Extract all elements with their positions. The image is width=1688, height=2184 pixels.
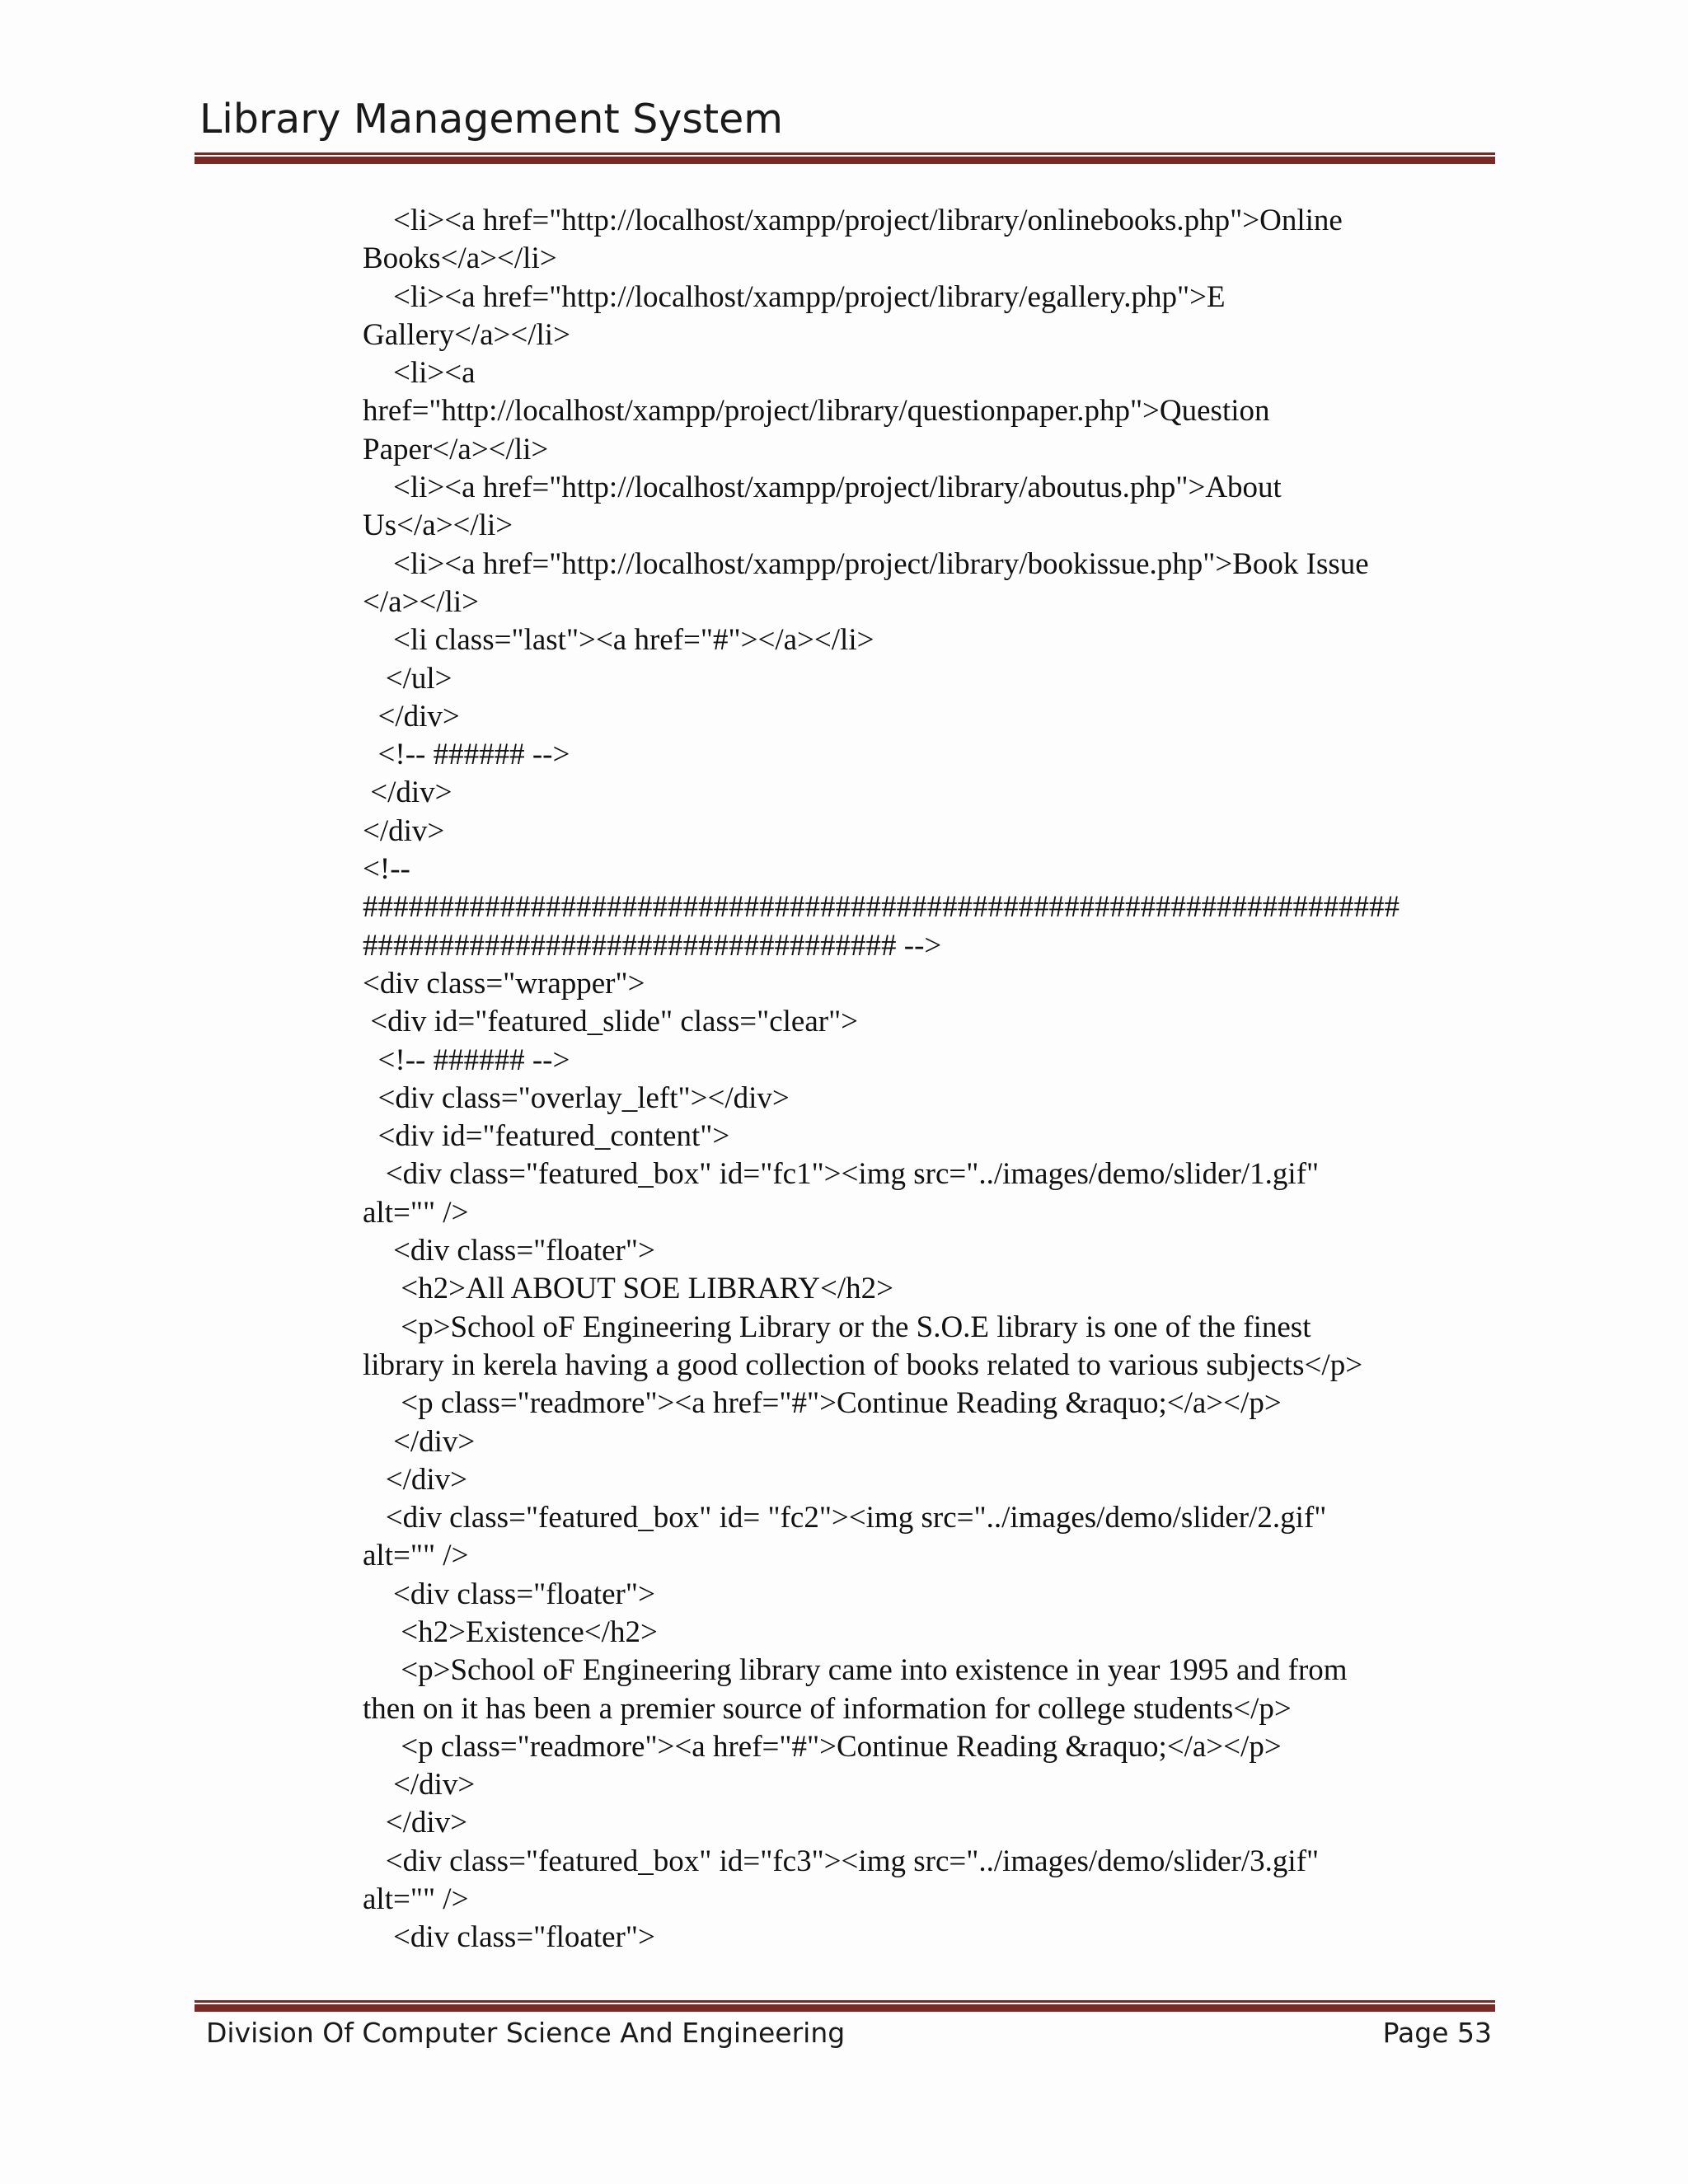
code-line: <div class="featured_box" id="fc1"><img src="../images/demo/slider/1.gif" — [363, 1157, 1320, 1192]
code-line: <div id="featured_content"> — [363, 1119, 730, 1154]
code-line: <div class="floater"> — [363, 1920, 655, 1955]
code-line: </ul> — [363, 661, 452, 696]
code-line: </div> — [363, 1806, 468, 1840]
code-line: ################################### --> — [363, 928, 942, 963]
code-line: <div class="overlay_left"></div> — [363, 1080, 790, 1115]
page-header-title: Library Management System — [199, 96, 783, 143]
code-line: #################################################################### — [363, 890, 1400, 925]
code-line: </div> — [363, 1462, 468, 1497]
footer-rule-thin — [195, 2000, 1495, 2003]
code-line: then on it has been a premier source of information for college students</p> — [363, 1691, 1292, 1726]
code-line: <!-- ###### --> — [363, 1043, 570, 1077]
code-line: <p>School oF Engineering library came into existence in year 1995 and from — [363, 1653, 1348, 1688]
code-line: </div> — [363, 1424, 476, 1459]
code-line: Books</a></li> — [363, 241, 557, 276]
code-line: href="http://localhost/xampp/project/library/questionpaper.php">Question — [363, 394, 1270, 429]
code-line: <p class="readmore"><a href="#">Continue Reading &raquo;</a></p> — [363, 1729, 1282, 1764]
code-line: alt="" /> — [363, 1882, 469, 1917]
code-line: <h2>All ABOUT SOE LIBRARY</h2> — [363, 1272, 894, 1306]
code-line: <h2>Existence</h2> — [363, 1615, 658, 1649]
code-line: Gallery</a></li> — [363, 317, 570, 352]
code-line: <div class="featured_box" id="fc3"><img src="../images/demo/slider/3.gif" — [363, 1844, 1320, 1878]
code-line: <div class="wrapper"> — [363, 966, 645, 1001]
code-line: </div> — [363, 776, 452, 810]
code-line: </div> — [363, 699, 460, 733]
code-line: Paper</a></li> — [363, 432, 549, 466]
code-line: <li><a href="http://localhost/xampp/project/library/onlinebooks.php">Online — [363, 204, 1343, 237]
header-rule-thick — [195, 157, 1495, 164]
code-line: <div class="featured_box" id= "fc2"><img src="../images/demo/slider/2.gif" — [363, 1501, 1327, 1535]
header-rule-thin — [195, 152, 1495, 155]
code-line: </div> — [363, 1768, 476, 1802]
code-listing — [363, 202, 1517, 1957]
code-line: <div class="floater"> — [363, 1234, 655, 1268]
footer-rule-thick — [195, 2004, 1495, 2012]
code-line: <li><a href="http://localhost/xampp/project/library/egallery.php">E — [363, 279, 1226, 314]
footer-division: Division Of Computer Science And Engineering — [206, 2017, 846, 2049]
code-line: <!-- ###### --> — [363, 738, 570, 772]
code-line: alt="" /> — [363, 1195, 469, 1230]
code-line: <li><a — [363, 356, 476, 391]
code-line: <!-- — [363, 852, 410, 887]
code-line: Us</a></li> — [363, 509, 513, 543]
code-line: <p>School oF Engineering Library or the S.O.E library is one of the finest — [363, 1310, 1311, 1344]
code-line: <p class="readmore"><a href="#">Continue Reading &raquo;</a></p> — [363, 1386, 1282, 1421]
code-line: </div> — [363, 813, 445, 848]
code-line: library in kerela having a good collection of books related to various subjects</p> — [363, 1347, 1363, 1382]
code-line: <div id="featured_slide" class="clear"> — [363, 1005, 859, 1039]
code-line: alt="" /> — [363, 1539, 469, 1573]
code-line: </a></li> — [363, 584, 480, 619]
footer-page-number: Page 53 — [1382, 2017, 1492, 2049]
code-line: <li><a href="http://localhost/xampp/project/library/bookissue.php">Book Issue — [363, 546, 1369, 581]
code-line: <li><a href="http://localhost/xampp/project/library/aboutus.php">About — [363, 471, 1282, 505]
code-line: <div class="floater"> — [363, 1577, 655, 1611]
code-line: <li class="last"><a href="#"></a></li> — [363, 623, 874, 658]
